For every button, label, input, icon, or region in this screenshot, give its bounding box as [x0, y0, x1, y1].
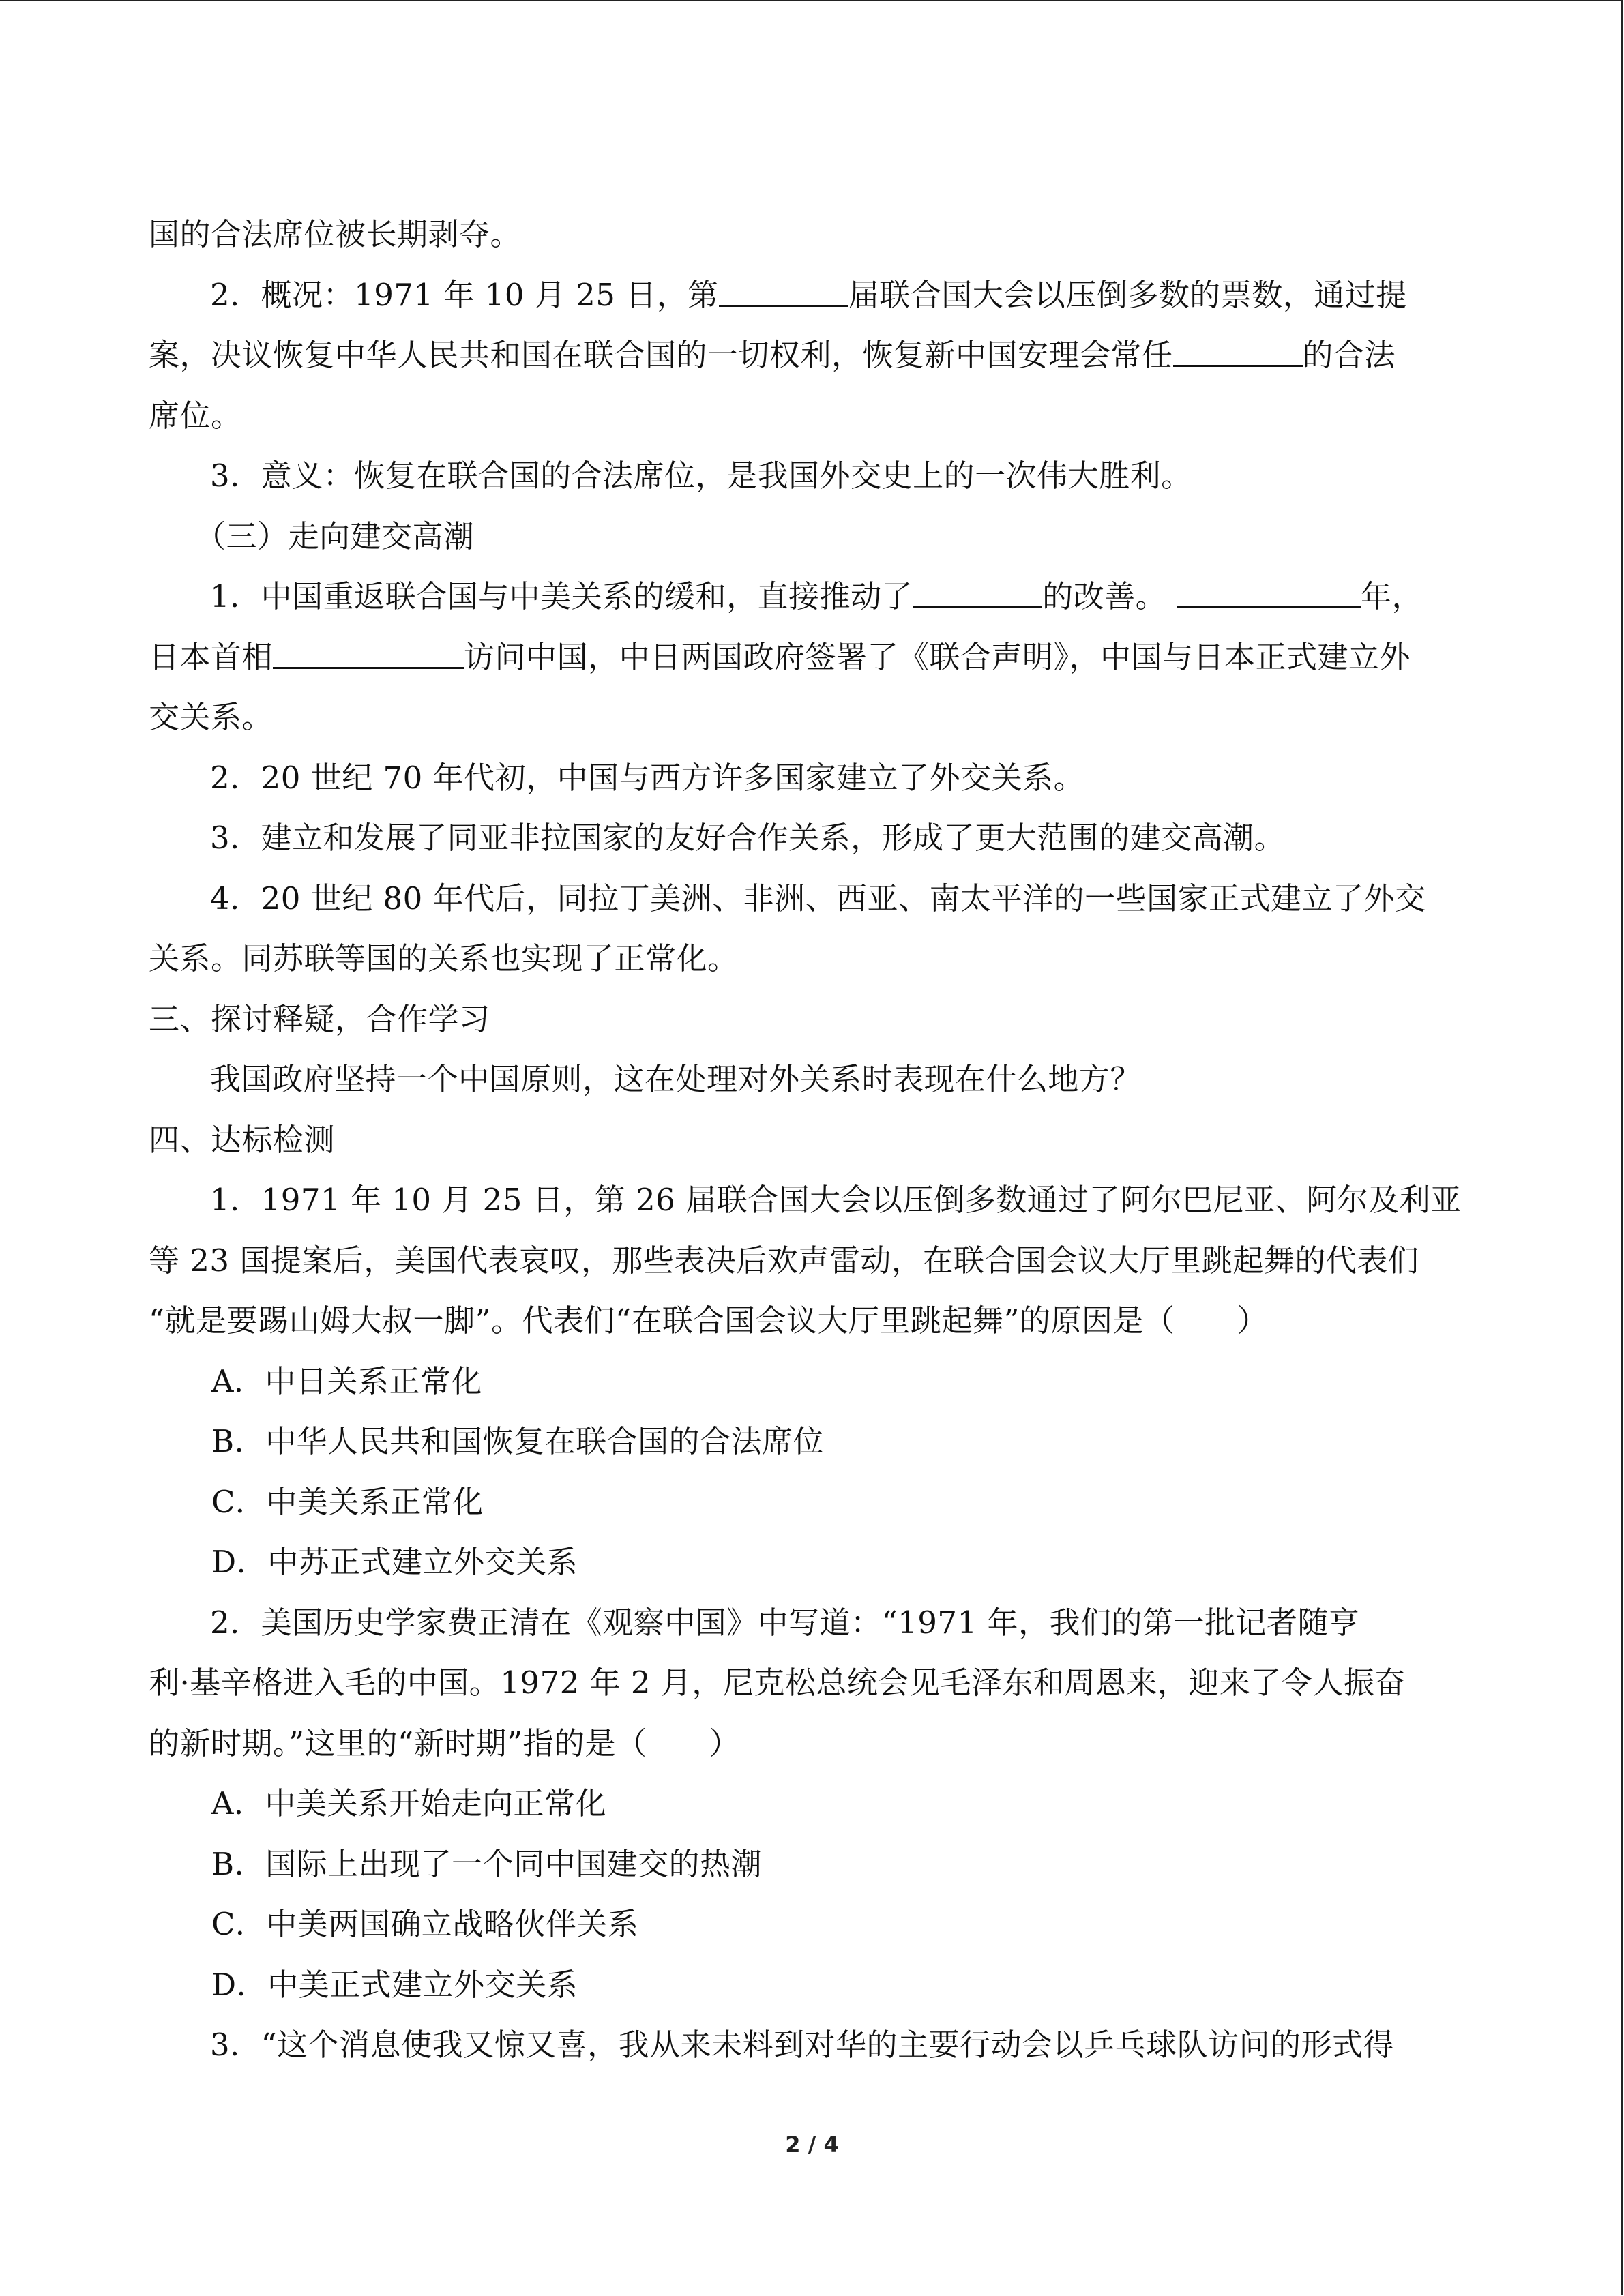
section-heading: （三）走向建交高潮 — [195, 518, 475, 554]
text-line: 2．20 世纪 70 年代初，中国与西方许多国家建立了外交关系。 — [210, 759, 1085, 796]
text-line: 交关系。 — [149, 699, 274, 735]
text-line: 3．意义：恢复在联合国的合法席位，是我国外交史上的一次伟大胜利。 — [210, 458, 1192, 494]
fill-blank — [1173, 329, 1303, 367]
text-line — [149, 325, 1475, 386]
option-a: A．中美关系开始走向正常化 — [211, 1785, 606, 1821]
fill-blank — [913, 571, 1042, 608]
text-span: 日本首相 — [149, 638, 274, 675]
option-b: B．中华人民共和国恢复在联合国的合法席位 — [211, 1423, 825, 1459]
option-d: D．中苏正式建立外交关系 — [211, 1544, 578, 1580]
text-span: 届联合国大会以压倒多数的票数，通过提 — [848, 276, 1407, 313]
discussion-question: 我国政府坚持一个中国原则，这在处理对外关系时表现在什么地方？ — [210, 1061, 1142, 1097]
text-line: “就是要踢山姆大叔一脚”。代表们“在联合国会议大厅里跳起舞”的原因是（ ） — [149, 1302, 1269, 1339]
page-number: 2 / 4 — [785, 2132, 839, 2158]
section-heading: 四、达标检测 — [149, 1121, 336, 1158]
option-b: B．国际上出现了一个同中国建交的热潮 — [211, 1845, 763, 1882]
text-line: 的新时期。”这里的“新时期”指的是（ ） — [149, 1725, 741, 1761]
text-span: 访问中国，中日两国政府签署了《联合声明》，中国与日本正式建立外 — [464, 638, 1411, 675]
option-c: C．中美两国确立战略伙伴关系 — [211, 1906, 639, 1942]
text-line — [149, 567, 1475, 627]
option-a: A．中日关系正常化 — [211, 1362, 482, 1399]
question-3: 3．“这个消息使我又惊又喜，我从来未料到对华的主要行动会以乒乓球队访问的形式得 — [210, 2027, 1395, 2063]
fill-blank — [719, 269, 848, 307]
text-span: 的改善。 — [1042, 578, 1167, 614]
question-1: 1．1971 年 10 月 25 日，第 26 届联合国大会以压倒多数通过了阿尔巴尼亚、阿尔及利亚 — [210, 1182, 1462, 1218]
text-line: 4．20 世纪 80 年代后，同拉丁美洲、非洲、西亚、南太平洋的一些国家正式建立了外交 — [210, 880, 1426, 916]
fill-blank — [273, 631, 464, 669]
section-heading: 三、探讨释疑，合作学习 — [149, 1000, 490, 1037]
text-span: 1．中国重返联合国与中美关系的缓和，直接推动了 — [210, 578, 913, 614]
document-body — [149, 205, 1475, 2076]
text-span: 的合法 — [1302, 337, 1396, 373]
text-line: 利·基辛格进入毛的中国。1972 年 2 月，尼克松总统会见毛泽东和周恩来，迎来了令人振奋 — [149, 1665, 1406, 1701]
text-span: 2．概况：1971 年 10 月 25 日，第 — [210, 276, 719, 313]
text-line — [149, 627, 1475, 688]
fill-blank — [1177, 571, 1361, 608]
option-d: D．中美正式建立外交关系 — [211, 1966, 578, 2003]
text-span: 案，决议恢复中华人民共和国在联合国的一切权利，恢复新中国安理会常任 — [149, 337, 1173, 373]
text-line: 国的合法席位被长期剥夺。 — [149, 216, 522, 252]
question-2: 2．美国历史学家费正清在《观察中国》中写道：“1971 年，我们的第一批记者随亨 — [210, 1604, 1360, 1641]
text-span: 年， — [1360, 578, 1423, 614]
text-line — [149, 265, 1475, 326]
text-line: 等 23 国提案后，美国代表哀叹，那些表决后欢声雷动，在联合国会议大厅里跳起舞的代表们 — [149, 1242, 1419, 1279]
option-c: C．中美关系正常化 — [211, 1483, 484, 1520]
text-line: 3．建立和发展了同亚非拉国家的友好合作关系，形成了更大范围的建交高潮。 — [210, 820, 1286, 856]
text-line: 席位。 — [149, 397, 242, 434]
text-line: 关系。同苏联等国的关系也实现了正常化。 — [149, 940, 739, 976]
